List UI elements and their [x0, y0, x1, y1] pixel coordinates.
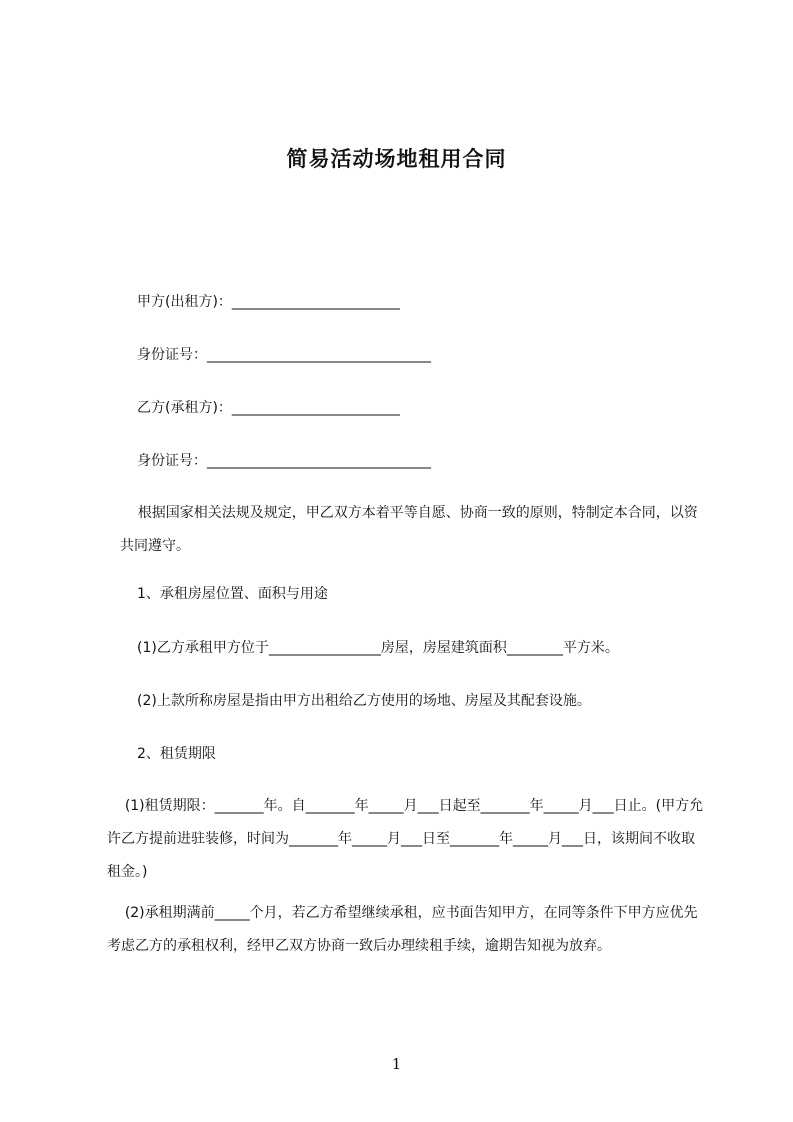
page-number: 1 [391, 1055, 402, 1073]
section1-item1: (1)乙方承租甲方位于________________房屋，房屋建筑面积________平方米。 [137, 640, 619, 656]
party-a-id-line: 身份证号：________________________________ [137, 347, 431, 363]
section2-item1: (1)租赁期限：_______年。自_______年_____月___日起至_______年_____月___日止。(甲方允许乙方提前进驻装修，时间为_______年_____月___日至_______年_____月___日，该期间不收取租金。) [107, 798, 704, 880]
document-title: 简易活动场地租用合同 [286, 147, 507, 171]
preamble-paragraph: 根据国家相关法规及规定，甲乙双方本着平等自愿、协商一致的原则，特制定本合同，以资共同遵守。 [120, 505, 698, 554]
section1-item2: (2)上款所称房屋是指由甲方出租给乙方使用的场地、房屋及其配套设施。 [137, 693, 591, 709]
section1-heading: 1、承租房屋位置、面积与用途 [137, 586, 328, 602]
party-b-line: 乙方(承租方)：________________________ [137, 400, 400, 416]
section2-heading: 2、租赁期限 [137, 746, 216, 762]
party-a-line: 甲方(出租方)：________________________ [137, 294, 400, 310]
section2-item2: (2)承租期满前_____个月，若乙方希望继续承租，应书面告知甲方，在同等条件下甲方应优先考虑乙方的承租权利，经甲乙双方协商一致后办理续租手续，逾期告知视为放弃。 [107, 905, 698, 954]
party-b-id-line: 身份证号：________________________________ [137, 453, 431, 469]
